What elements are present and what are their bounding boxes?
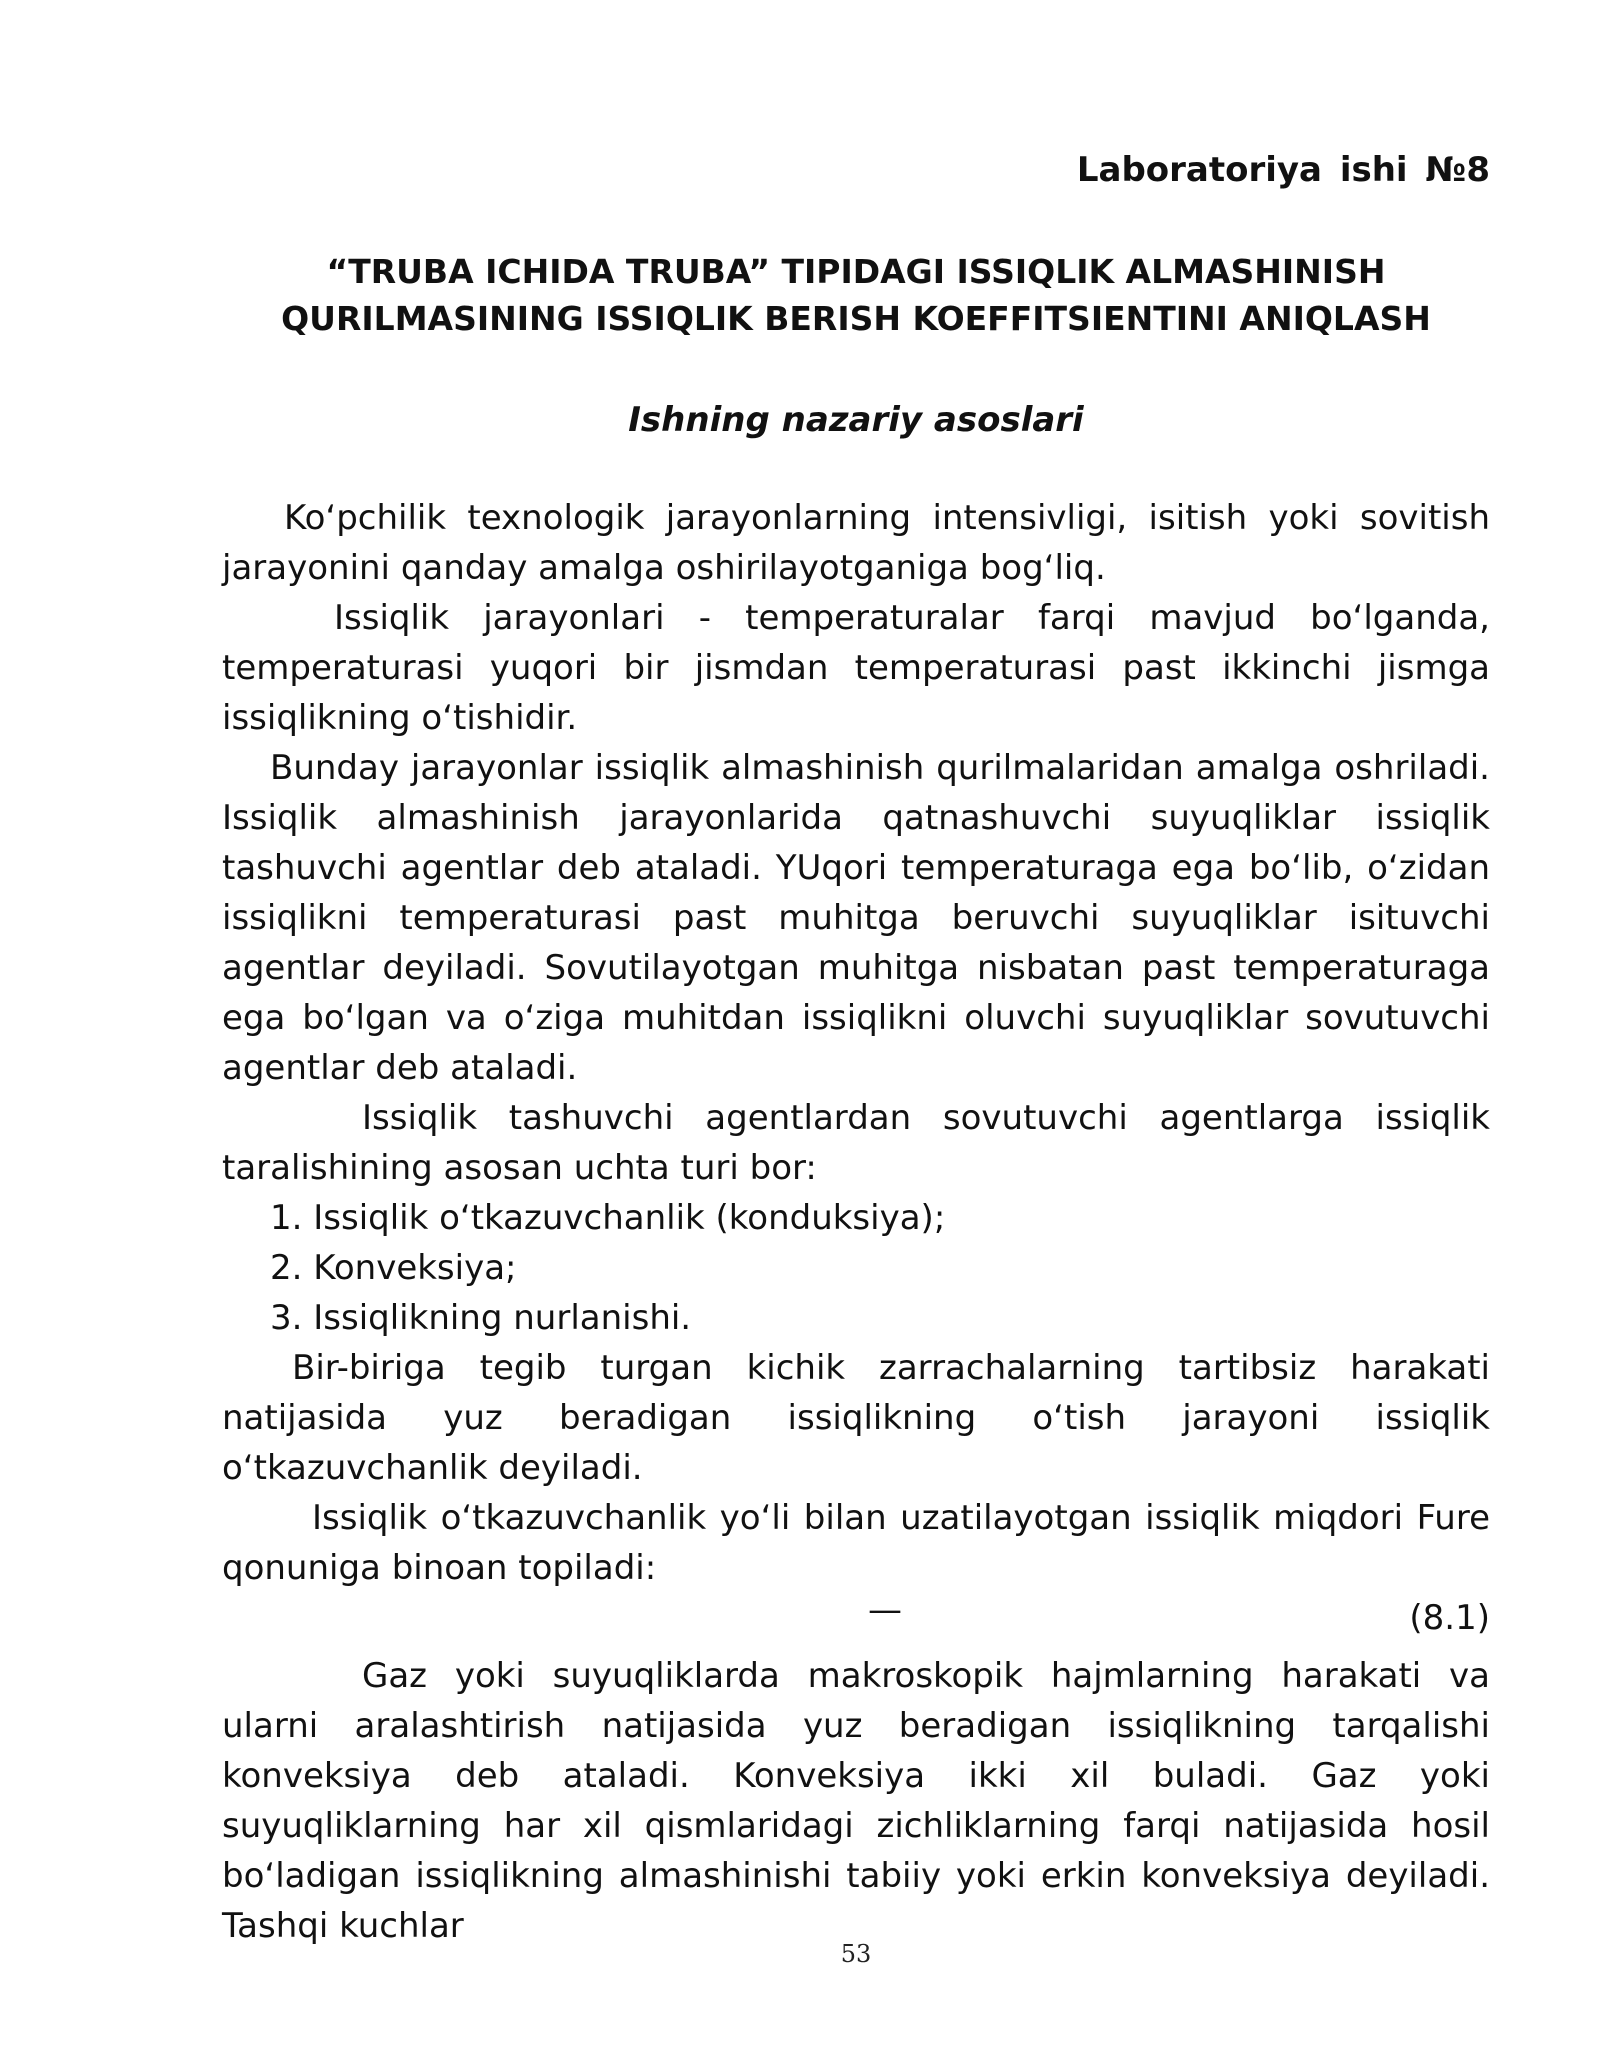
paragraph-heat-agents: Bunday jarayonlar issiqlik almashinish qurilmalaridan amalga oshriladi. Issiqlik almashinish jarayonlarida qatnashuvchi suyuqliklar issiqlik tashuvchi agentlar deb ataladi. YUqori temperaturaga ega bo‘lib, o‘zidan issiqlikni temperaturasi past muhitga beruvchi suyuqliklar isituvchi agentlar deyiladi. Sovutilayotgan muhitga nisbatan past temperaturaga ega bo‘lgan va o‘ziga muhitdan issiqlikni oluvchi suyuqliklar sovutuvchi agentlar deb ataladi. <box>222 748 1490 1088</box>
paragraph-intro: Ko‘pchilik texnologik jarayonlarning intensivligi, isitish yoki sovitish jarayonini qanday amalga oshirilayotganiga bog‘liq. <box>222 498 1490 588</box>
section-subtitle: Ishning nazariy asoslari <box>628 400 1084 440</box>
title-line-2: QURILMASINING ISSIQLIK BERISH KOEFFITSIENTINI ANIQLASH <box>281 299 1431 338</box>
paragraph-fourier-law: Issiqlik o‘tkazuvchanlik yo‘li bilan uzatilayotgan issiqlik miqdori Fure qonuniga binoan topiladi: <box>222 1498 1490 1588</box>
formula-number: (8.1) <box>1409 1598 1490 1638</box>
paragraph-thermal-processes: Issiqlik jarayonlari - temperaturalar farqi mavjud bo‘lganda, temperaturasi yuqori bir jismdan temperaturasi past ikkinchi jismga issiqlikning o‘tishidir. <box>222 598 1490 738</box>
formula-placeholder: — <box>868 1590 902 1630</box>
paragraph-heat-types: Issiqlik tashuvchi agentlardan sovutuvchi agentlarga issiqlik taralishining asosan uchta turi bor: <box>222 1098 1490 1188</box>
document-title <box>222 248 1490 342</box>
document-page <box>222 0 1490 2070</box>
list-item: 1. Issiqlik o‘tkazuvchanlik (konduksiya); <box>270 1198 946 1238</box>
document-body <box>222 493 1490 1951</box>
page-number: 53 <box>840 1940 872 1968</box>
list-item: 2. Konveksiya; <box>270 1248 517 1288</box>
paragraph-convection: Gaz yoki suyuqliklarda makroskopik hajmlarning harakati va ularni aralashtirish natijasida yuz beradigan issiqlikning tarqalishi konveksiya deb ataladi. Konveksiya ikki xil buladi. Gaz yoki suyuqliklarning har xil qismlaridagi zichliklarning farqi natijasida hosil bo‘ladigan issiqlikning almashinishi tabiiy yoki erkin konveksiya deyiladi. Tashqi kuchlar <box>222 1656 1490 1946</box>
lab-number-heading: Laboratoriya ishi №8 <box>1076 150 1490 190</box>
title-line-1: “TRUBA ICHIDA TRUBA” TIPIDAGI ISSIQLIK ALMASHINISH <box>326 252 1386 291</box>
list-item: 3. Issiqlikning nurlanishi. <box>270 1298 692 1338</box>
paragraph-conduction: Bir-biriga tegib turgan kichik zarrachalarning tartibsiz harakati natijasida yuz beradigan issiqlikning o‘tish jarayoni issiqlik o‘tkazuvchanlik deyiladi. <box>222 1348 1490 1488</box>
formula-row <box>222 1590 1490 1643</box>
